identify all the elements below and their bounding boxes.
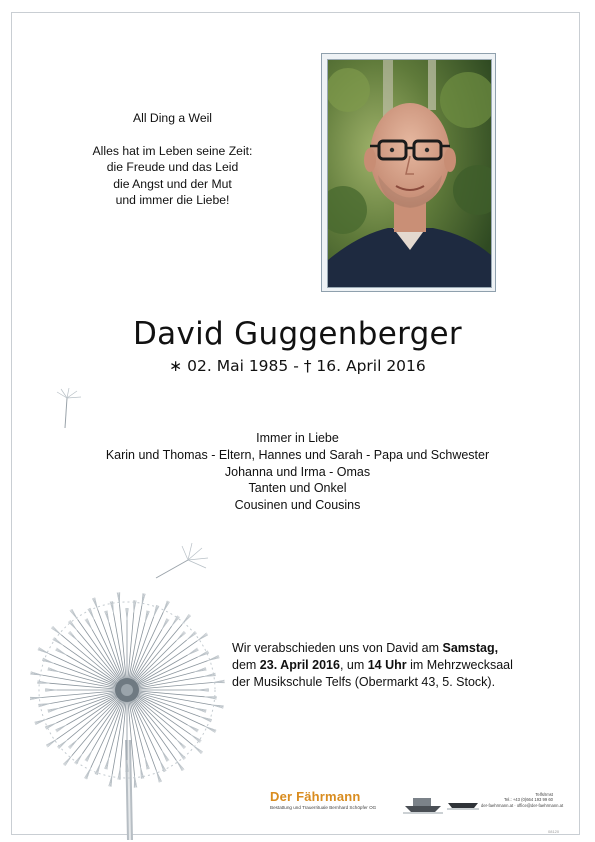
mourners-line: Johanna und Irma - Omas [224,464,371,479]
funeral-home-subtitle: Bestattung und Trauerrituale Bernhard Schöpfer OG [270,805,377,810]
poem-line: die Freude und das Leid [106,160,239,174]
portrait-frame [321,53,496,292]
mourners-heading: Immer in Liebe [256,431,339,445]
farewell-line: Wir verabschieden uns von David am Samstag, [232,641,499,655]
ferry-icon [447,795,479,811]
mourners-line: Cousinen und Cousins [234,498,361,513]
funeral-home-brand: Der Fährmann [270,789,361,804]
poem-title: All Ding a Weil [132,111,213,125]
life-dates: ∗ 02. Mai 1985 - † 16. April 2016 [169,357,426,375]
dandelion-graphic [30,590,230,840]
dandelion-seed-graphic [152,540,212,585]
farewell-notice [232,640,532,690]
mourners-line: Tanten und Onkel [248,481,347,496]
dandelion-seed-graphic [55,388,85,433]
portrait-image [328,60,491,287]
mourners-list [60,430,535,514]
deceased-name: David Guggenberger [133,316,462,352]
farewell-line: dem 23. April 2016, um 14 Uhr im Mehrzwecksaal [232,657,513,672]
poem-line: und immer die Liebe! [115,193,230,207]
portrait-photo [327,59,492,288]
boat-icon [403,792,443,814]
poem-line: die Angst und der Mut [113,176,232,191]
funeral-home-contact: Telfs/Imst Tel.: +43 (0)664 193 99 60 der-faehrmann.at · office@der-faehrmann.at [481,792,564,808]
print-code: 08120 [548,829,560,834]
farewell-line: der Musikschule Telfs (Obermarkt 43, 5. Stock). [232,674,496,689]
poem-line: Alles hat im Leben seine Zeit: [92,143,253,158]
funeral-home-footer [265,786,564,816]
mourners-line: Karin und Thomas - Eltern, Hannes und Sarah - Papa und Schwester [105,447,490,462]
poem [70,110,275,209]
